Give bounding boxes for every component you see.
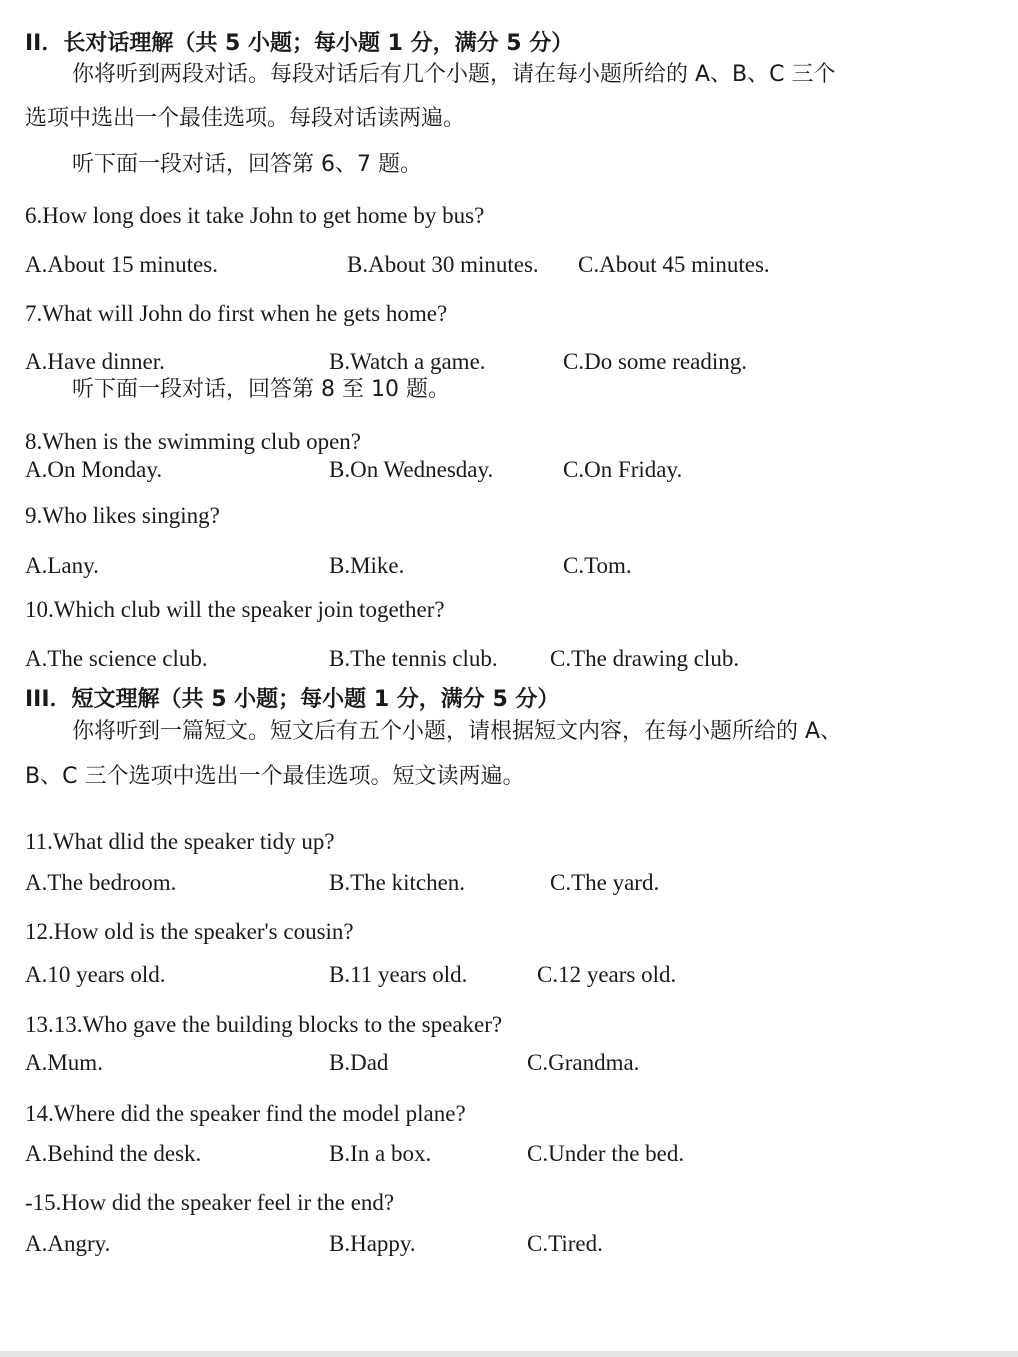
section-3-instructions-line-1: 你将听到一篇短文。短文后有五个小题，请根据短文内容，在每小题所给的 A、	[72, 719, 843, 744]
question-6-option-b: B.About 30 minutes.	[347, 252, 539, 277]
question-8-option-c: C.On Friday.	[563, 457, 683, 482]
question-11-option-a: A.The bedroom.	[25, 870, 177, 895]
question-15-option-c: C.Tired.	[527, 1231, 603, 1256]
question-14-option-c: C.Under the bed.	[527, 1141, 685, 1166]
question-11-option-c: C.The yard.	[550, 870, 660, 895]
question-8-stem: 8.When is the swimming club open?	[25, 429, 361, 454]
question-12-option-a: A.10 years old.	[25, 962, 166, 987]
question-8-option-a: A.On Monday.	[25, 457, 163, 482]
question-13-option-b: B.Dad	[329, 1050, 389, 1075]
question-10-option-b: B.The tennis club.	[329, 646, 498, 671]
section-2-heading: II．长对话理解（共 5 小题；每小题 1 分，满分 5 分）	[25, 31, 574, 56]
section-2-instructions-line-2: 选项中选出一个最佳选项。每段对话读两遍。	[25, 106, 466, 131]
question-6-option-a: A.About 15 minutes.	[25, 252, 218, 277]
question-10-option-a: A.The science club.	[25, 646, 208, 671]
dialog-1-intro: 听下面一段对话，回答第 6、7 题。	[72, 152, 422, 177]
question-13-stem: 13.13.Who gave the building blocks to the speaker?	[25, 1012, 503, 1037]
page-bottom-edge	[0, 1351, 1018, 1357]
question-13-option-a: A.Mum.	[25, 1050, 103, 1075]
question-10-stem: 10.Which club will the speaker join together?	[25, 597, 445, 622]
question-9-option-c: C.Tom.	[563, 553, 632, 578]
question-15-option-b: B.Happy.	[329, 1231, 416, 1256]
question-9-stem: 9.Who likes singing?	[25, 503, 220, 528]
section-3-heading: III．短文理解（共 5 小题；每小题 1 分，满分 5 分）	[25, 687, 560, 712]
question-7-option-a: A.Have dinner.	[25, 349, 165, 374]
question-9-option-a: A.Lany.	[25, 553, 99, 578]
question-7-option-c: C.Do some reading.	[563, 349, 747, 374]
question-7-stem: 7.What will John do first when he gets home?	[25, 301, 448, 326]
question-12-option-c: C.12 years old.	[537, 962, 677, 987]
question-15-stem: -15.How did the speaker feel ir the end?	[25, 1190, 395, 1215]
question-12-option-b: B.11 years old.	[329, 962, 468, 987]
question-13-option-c: C.Grandma.	[527, 1050, 640, 1075]
dialog-2-intro: 听下面一段对话，回答第 8 至 10 题。	[72, 377, 450, 402]
question-11-option-b: B.The kitchen.	[329, 870, 466, 895]
question-8-option-b: B.On Wednesday.	[329, 457, 494, 482]
question-7-option-b: B.Watch a game.	[329, 349, 486, 374]
section-2-instructions-line-1: 你将听到两段对话。每段对话后有几个小题，请在每小题所给的 A、B、C 三个	[72, 62, 836, 87]
question-6-stem: 6.How long does it take John to get home by bus?	[25, 203, 485, 228]
section-3-instructions-line-2: B、C 三个选项中选出一个最佳选项。短文读两遍。	[25, 764, 525, 789]
question-14-option-a: A.Behind the desk.	[25, 1141, 202, 1166]
question-9-option-b: B.Mike.	[329, 553, 405, 578]
question-14-option-b: B.In a box.	[329, 1141, 432, 1166]
question-12-stem: 12.How old is the speaker's cousin?	[25, 919, 354, 944]
question-15-option-a: A.Angry.	[25, 1231, 111, 1256]
question-11-stem: 11.What dlid the speaker tidy up?	[25, 829, 335, 854]
question-14-stem: 14.Where did the speaker find the model plane?	[25, 1101, 466, 1126]
question-10-option-c: C.The drawing club.	[550, 646, 740, 671]
question-6-option-c: C.About 45 minutes.	[578, 252, 770, 277]
